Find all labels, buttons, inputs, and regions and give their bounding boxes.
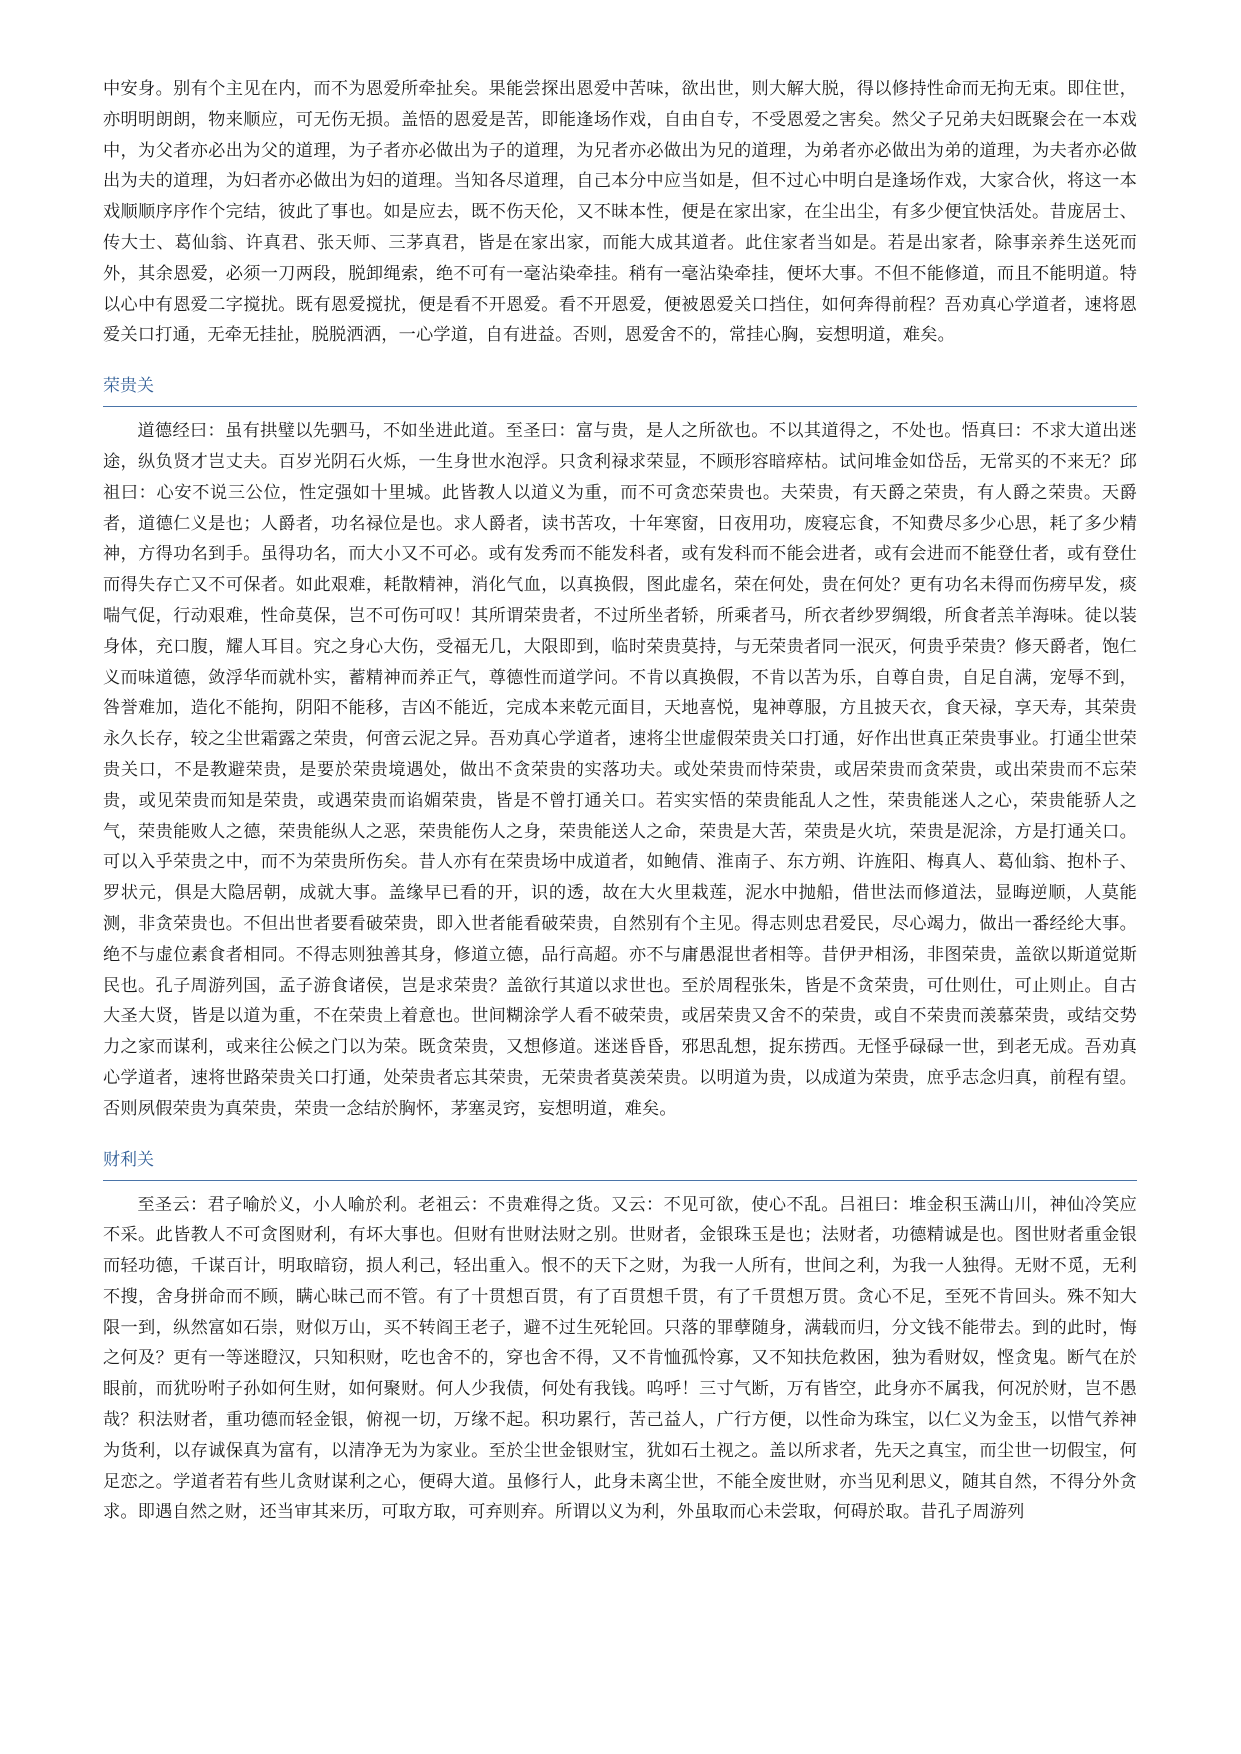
section-heading-rongguiguan: 荣贵关 [103, 373, 1137, 407]
section-heading-cailiguan: 财利关 [103, 1147, 1137, 1181]
document-page [103, 74, 1137, 1528]
paragraph-continued: 中安身。别有个主见在内，而不为恩爱所牵扯矣。果能尝探出恩爱中苦味，欲出世，则大解大脱，得以修持性命而无拘无束。即住世，亦明明朗朗，物来顺应，可无伤无损。盖悟的恩爱是苦，即能逢场作戏，自由自专，不受恩爱之害矣。然父子兄弟夫妇既聚会在一本戏中，为父者亦必出为父的道理，为子者亦必做出为子的道理，为兄者亦必做出为兄的道理，为弟者亦必做出为弟的道理，为夫者亦必做出为夫的道理，为妇者亦必做出为妇的道理。当知各尽道理，自己本分中应当如是，但不过心中明白是逢场作戏，大家合伙，将这一本戏顺顺序序作个完结，彼此了事也。如是应去，既不伤天伦，又不昧本性，便是在家出家，在尘出尘，有多少便宜快活处。昔庞居士、传大士、葛仙翁、许真君、张天师、三茅真君，皆是在家出家，而能大成其道者。此住家者当如是。若是出家者，除事亲养生送死而外，其余恩爱，必须一刀两段，脱卸绳索，绝不可有一毫沾染牵挂。稍有一毫沾染牵挂，便坏大事。不但不能修道，而且不能明道。特以心中有恩爱二字搅扰。既有恩爱搅扰，便是看不开恩爱。看不开恩爱，便被恩爱关口挡住，如何奔得前程？吾劝真心学道者，速将恩爱关口打通，无牵无挂扯，脱脱洒洒，一心学道，自有进益。否则，恩爱舍不的，常挂心胸，妄想明道，难矣。 [103, 79, 1137, 346]
paragraph-cailiguan: 至圣云：君子喻於义，小人喻於利。老祖云：不贵难得之货。又云：不见可欲，使心不乱。吕祖曰：堆金积玉满山川，神仙冷笑应不采。此皆教人不可贪图财利，有坏大事也。但财有世财法财之别。世财者，金银珠玉是也；法财者，功德精诚是也。图世财者重金银而轻功德，千谋百计，明取暗窃，损人利己，轻出重入。恨不的天下之财，为我一人所有，世间之利，为我一人独得。无财不觅，无利不搜，舍身拼命而不顾，瞒心昧己而不管。有了十贯想百贯，有了百贯想千贯，有了千贯想万贯。贪心不足，至死不肯回头。殊不知大限一到，纵然富如石崇，财似万山，买不转阎王老子，避不过生死轮回。只落的罪孽随身，满载而归，分文钱不能带去。到的此时，悔之何及？更有一等迷瞪汉，只知积财，吃也舍不的，穿也舍不得，又不肯恤孤怜寡，又不知扶危救困，独为看财奴，悭贪鬼。断气在於眼前，而犹吩咐子孙如何生财，如何聚财。何人少我债，何处有我钱。呜呼！三寸气断，万有皆空，此身亦不属我，何况於财，岂不愚哉？积法财者，重功德而轻金银，俯视一切，万缘不起。积功累行，苦己益人，广行方便，以性命为珠宝，以仁义为金玉，以惜气养神为货利，以存诚保真为富有，以清净无为为家业。至於尘世金银财宝，犹如石土视之。盖以所求者，先天之真宝，而尘世一切假宝，何足恋之。学道者若有些儿贪财谋利之心，便碍大道。虽修行人，此身未离尘世，不能全废世财，亦当见利思义，随其自然，不得分外贪求。即遇自然之财，还当审其来历，可取方取，可弃则弃。所谓以义为利，外虽取而心未尝取，何碍於取。昔孔子周游列 [103, 1194, 1137, 1523]
paragraph-rongguiguan: 道德经曰：虽有拱璧以先驷马，不如坐进此道。至圣曰：富与贵，是人之所欲也。不以其道得之，不处也。悟真曰：不求大道出迷途，纵负贤才岂丈夫。百岁光阴石火烁，一生身世水泡浮。只贪利禄求荣显，不顾形容暗瘁枯。试问堆金如岱岳，无常买的不来无？邱祖曰：心安不说三公位，性定强如十里城。此皆教人以道义为重，而不可贪恋荣贵也。夫荣贵，有天爵之荣贵，有人爵之荣贵。天爵者，道德仁义是也；人爵者，功名禄位是也。求人爵者，读书苦攻，十年寒窗，日夜用功，废寝忘食，不知费尽多少心思，耗了多少精神，方得功名到手。虽得功名，而大小又不可必。或有发秀而不能发科者，或有发科而不能会进者，或有会进而不能登仕者，或有登仕而得失存亡又不可保者。如此艰难，耗散精神，消化气血，以真换假，图此虚名，荣在何处，贵在何处？更有功名未得而伤痨早发，痰喘气促，行动艰难，性命莫保，岂不可伤可叹！其所谓荣贵者，不过所坐者轿，所乘者马，所衣者纱罗绸缎，所食者羔羊海味。徒以装身体，充口腹，耀人耳目。究之身心大伤，受福无几，大限即到，临时荣贵莫持，与无荣贵者同一泯灭，何贵乎荣贵？修天爵者，饱仁义而味道德，敛浮华而就朴实，蓄精神而养正气，尊德性而道学问。不肯以真换假，不肯以苦为乐，自尊自贵，自足自满，宠辱不到，咎誉难加，造化不能拘，阴阳不能移，吉凶不能近，完成本来乾元面目，天地喜悦，鬼神尊服，方且披天衣，食天禄，享天寿，其荣贵永久长存，较之尘世霜露之荣贵，何啻云泥之异。吾劝真心学道者，速将尘世虚假荣贵关口打通，好作出世真正荣贵事业。打通尘世荣贵关口，不是教避荣贵，是要於荣贵境遇处，做出不贪荣贵的实落功夫。或处荣贵而恃荣贵，或居荣贵而贪荣贵，或出荣贵而不忘荣贵，或见荣贵而知是荣贵，或遇荣贵而谄媚荣贵，皆是不曾打通关口。若实实悟的荣贵能乱人之性，荣贵能迷人之心，荣贵能骄人之气，荣贵能败人之德，荣贵能纵人之恶，荣贵能伤人之身，荣贵能送人之命，荣贵是大苦，荣贵是火坑，荣贵是泥涂，方是打通关口。可以入乎荣贵之中，而不为荣贵所伤矣。昔人亦有在荣贵场中成道者，如鲍倩、淮南子、东方朔、许旌阳、梅真人、葛仙翁、抱朴子、罗状元，俱是大隐居朝，成就大事。盖缘早已看的开，识的透，故在大火里栽莲，泥水中抛船，借世法而修道法，显晦逆顺，人莫能测，非贪荣贵也。不但出世者要看破荣贵，即入世者能看破荣贵，自然别有个主见。得志则忠君爱民，尽心竭力，做出一番经纶大事。绝不与虚位素食者相同。不得志则独善其身，修道立德，品行高超。亦不与庸愚混世者相等。昔伊尹相汤，非图荣贵，盖欲以斯道觉斯民也。孔子周游列国，孟子游食诸侯，岂是求荣贵？盖欲行其道以求世也。至於周程张朱，皆是不贪荣贵，可仕则仕，可止则止。自古大圣大贤，皆是以道为重，不在荣贵上着意也。世间糊涂学人看不破荣贵，或居荣贵又舍不的荣贵，或自不荣贵而羡慕荣贵，或结交势力之家而谋利，或来往公候之门以为荣。既贪荣贵，又想修道。迷迷昏昏，邪思乱想，捉东捞西。无怪乎碌碌一世，到老无成。吾劝真心学道者，速将世路荣贵关口打通，处荣贵者忘其荣贵，无荣贵者莫羡荣贵。以明道为贵，以成道为荣贵，庶乎志念归真，前程有望。否则夙假荣贵为真荣贵，荣贵一念结於胸怀，茅塞灵窍，妄想明道，难矣。 [103, 421, 1137, 1119]
